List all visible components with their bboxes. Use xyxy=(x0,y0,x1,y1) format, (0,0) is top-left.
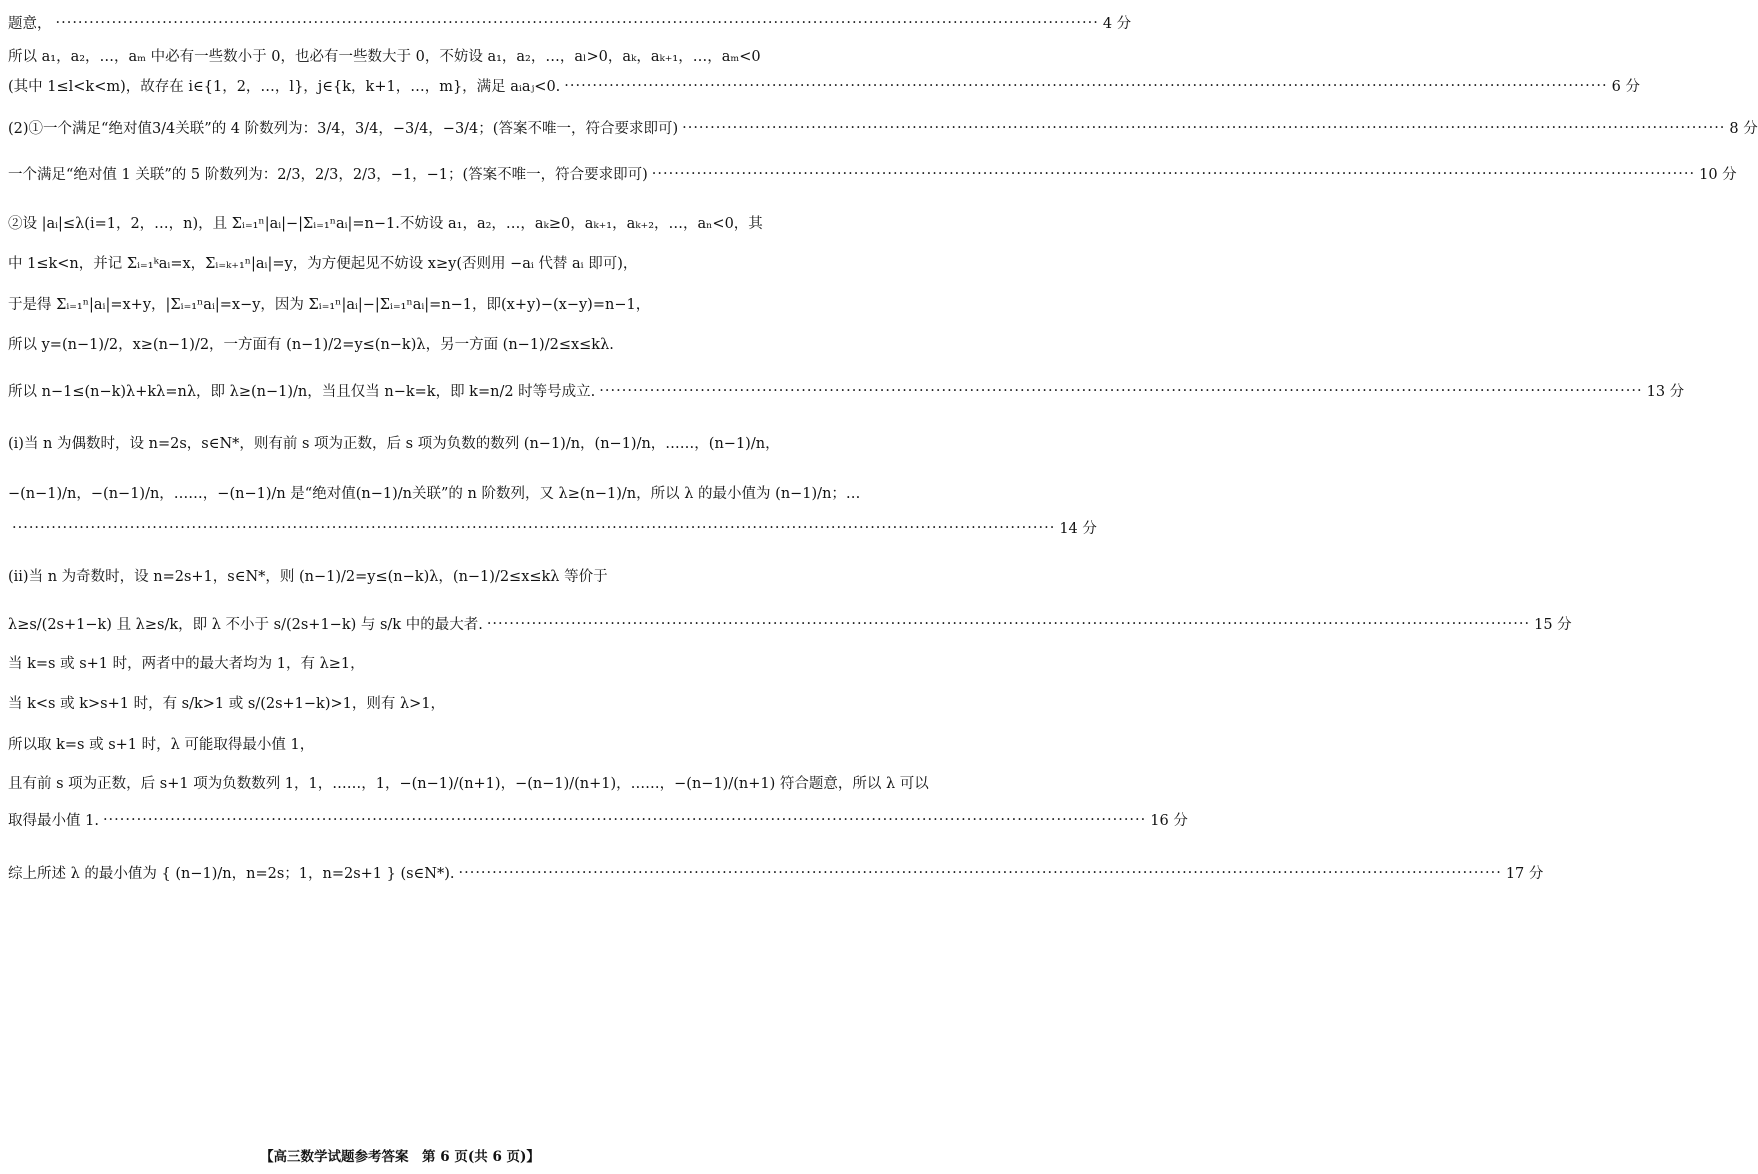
answer-line xyxy=(8,652,788,673)
answer-line xyxy=(8,432,788,453)
line-text: (其中 1≤l<k<m)，故存在 i∈{1，2，…，l}，j∈{k，k+1，…，m}，满足 aᵢaⱼ<0. xyxy=(8,79,561,95)
line-text: (ii)当 n 为奇数时，设 n=2s+1，s∈N*，则 (n−1)/2=y≤(n−k)λ，(n−1)/2≤x≤kλ 等价于 xyxy=(8,569,608,585)
dot-leader xyxy=(652,166,1695,182)
score-label: 17 分 xyxy=(1505,866,1544,882)
answer-line xyxy=(8,45,788,66)
score-label: 14 分 xyxy=(1059,521,1097,537)
answer-line xyxy=(8,692,788,713)
page-footer: 【高三数学试题参考答案 第 6 页(共 6 页)】 xyxy=(260,1149,540,1165)
line-text: ②设 |aᵢ|≤λ(i=1，2，…，n)，且 Σᵢ₌₁ⁿ|aᵢ|−|Σᵢ₌₁ⁿaᵢ|=n−1.不妨设 a₁，a₂，…，aₖ≥0，aₖ₊₁，aₖ₊₂，…，aₙ<0，其 xyxy=(8,216,763,232)
dot-leader xyxy=(564,78,1607,94)
score-label: 13 分 xyxy=(1646,384,1685,400)
line-text: 综上所述 λ 的最小值为 { (n−1)/n，n=2s；1，n=2s+1 } (s∈N*). xyxy=(8,866,455,882)
answer-line xyxy=(8,163,1737,184)
dot-leader xyxy=(459,865,1502,881)
answer-line xyxy=(8,517,1097,538)
dot-leader xyxy=(599,383,1642,399)
line-text: 题意， xyxy=(8,16,52,32)
dot-leader xyxy=(103,812,1146,828)
line-text: 一个满足“绝对值 1 关联”的 5 阶数列为：2/3，2/3，2/3，−1，−1；(答案不唯一，符合要求即可) xyxy=(8,167,648,183)
answer-line xyxy=(8,12,1132,33)
answer-line xyxy=(8,117,1758,138)
line-text: (i)当 n 为偶数时，设 n=2s，s∈N*，则有前 s 项为正数，后 s 项为负数的数列 (n−1)/n，(n−1)/n，……，(n−1)/n， xyxy=(8,436,780,452)
line-text: 当 k=s 或 s+1 时，两者中的最大者均为 1，有 λ≥1， xyxy=(8,656,365,672)
answer-line xyxy=(8,482,861,503)
line-text: −(n−1)/n，−(n−1)/n，……，−(n−1)/n 是“绝对值(n−1)/n关联”的 n 阶数列，又 λ≥(n−1)/n，所以 λ 的最小值为 (n−1)/n；… xyxy=(8,486,861,502)
dot-leader xyxy=(12,520,1055,536)
line-text: 所以 y=(n−1)/2，x≥(n−1)/2，一方面有 (n−1)/2=y≤(n−k)λ，另一方面 (n−1)/2≤x≤kλ. xyxy=(8,337,614,353)
answer-line xyxy=(8,293,788,314)
line-text: 当 k<s 或 k>s+1 时，有 s/k>1 或 s/(2s+1−k)>1，则有 λ>1， xyxy=(8,696,446,712)
score-label: 4 分 xyxy=(1102,16,1132,32)
score-label: 15 分 xyxy=(1534,617,1572,633)
line-text: 所以 a₁，a₂，…，aₘ 中必有一些数小于 0，也必有一些数大于 0，不妨设 a₁，a₂，…，aₗ>0，aₖ，aₖ₊₁，…，aₘ<0 xyxy=(8,49,761,65)
dot-leader xyxy=(56,15,1099,31)
answer-line xyxy=(8,613,1572,634)
score-label: 10 分 xyxy=(1699,167,1737,183)
answer-line xyxy=(8,565,788,586)
line-text: 于是得 Σᵢ₌₁ⁿ|aᵢ|=x+y，|Σᵢ₌₁ⁿaᵢ|=x−y，因为 Σᵢ₌₁ⁿ|aᵢ|−|Σᵢ₌₁ⁿaᵢ|=n−1，即(x+y)−(x−y)=n−1， xyxy=(8,297,651,313)
answer-line xyxy=(8,772,929,793)
line-text: λ≥s/(2s+1−k) 且 λ≥s/k，即 λ 不小于 s/(2s+1−k) 与 s/k 中的最大者. xyxy=(8,617,483,633)
answer-line xyxy=(8,252,788,273)
line-text: 取得最小值 1. xyxy=(8,813,99,829)
line-text: 所以 n−1≤(n−k)λ+kλ=nλ，即 λ≥(n−1)/n，当且仅当 n−k=k，即 k=n/2 时等号成立. xyxy=(8,384,596,400)
answer-line xyxy=(8,212,788,233)
answer-line xyxy=(8,75,1640,96)
score-label: 8 分 xyxy=(1729,121,1758,137)
score-label: 6 分 xyxy=(1611,79,1640,95)
line-text: 且有前 s 项为正数，后 s+1 项为负数数列 1，1，……，1，−(n−1)/(n+1)，−(n−1)/(n+1)，……，−(n−1)/(n+1) 符合题意，所以 λ 可以 xyxy=(8,776,929,792)
line-text: 中 1≤k<n，并记 Σᵢ₌₁ᵏaᵢ=x，Σᵢ₌ₖ₊₁ⁿ|aᵢ|=y，为方便起见不妨设 x≥y(否则用 −aᵢ 代替 aᵢ 即可)， xyxy=(8,256,638,272)
answer-line xyxy=(8,733,788,754)
answer-line xyxy=(8,809,1188,830)
dot-leader xyxy=(487,616,1530,632)
line-text: 所以取 k=s 或 s+1 时，λ 可能取得最小值 1， xyxy=(8,737,315,753)
answer-line xyxy=(8,333,788,354)
answer-line xyxy=(8,862,1544,883)
answer-line xyxy=(8,380,1685,401)
score-label: 16 分 xyxy=(1150,813,1188,829)
dot-leader xyxy=(682,120,1725,136)
line-text: (2)①一个满足“绝对值3/4关联”的 4 阶数列为：3/4，3/4，−3/4，−3/4；(答案不唯一，符合要求即可) xyxy=(8,121,679,137)
